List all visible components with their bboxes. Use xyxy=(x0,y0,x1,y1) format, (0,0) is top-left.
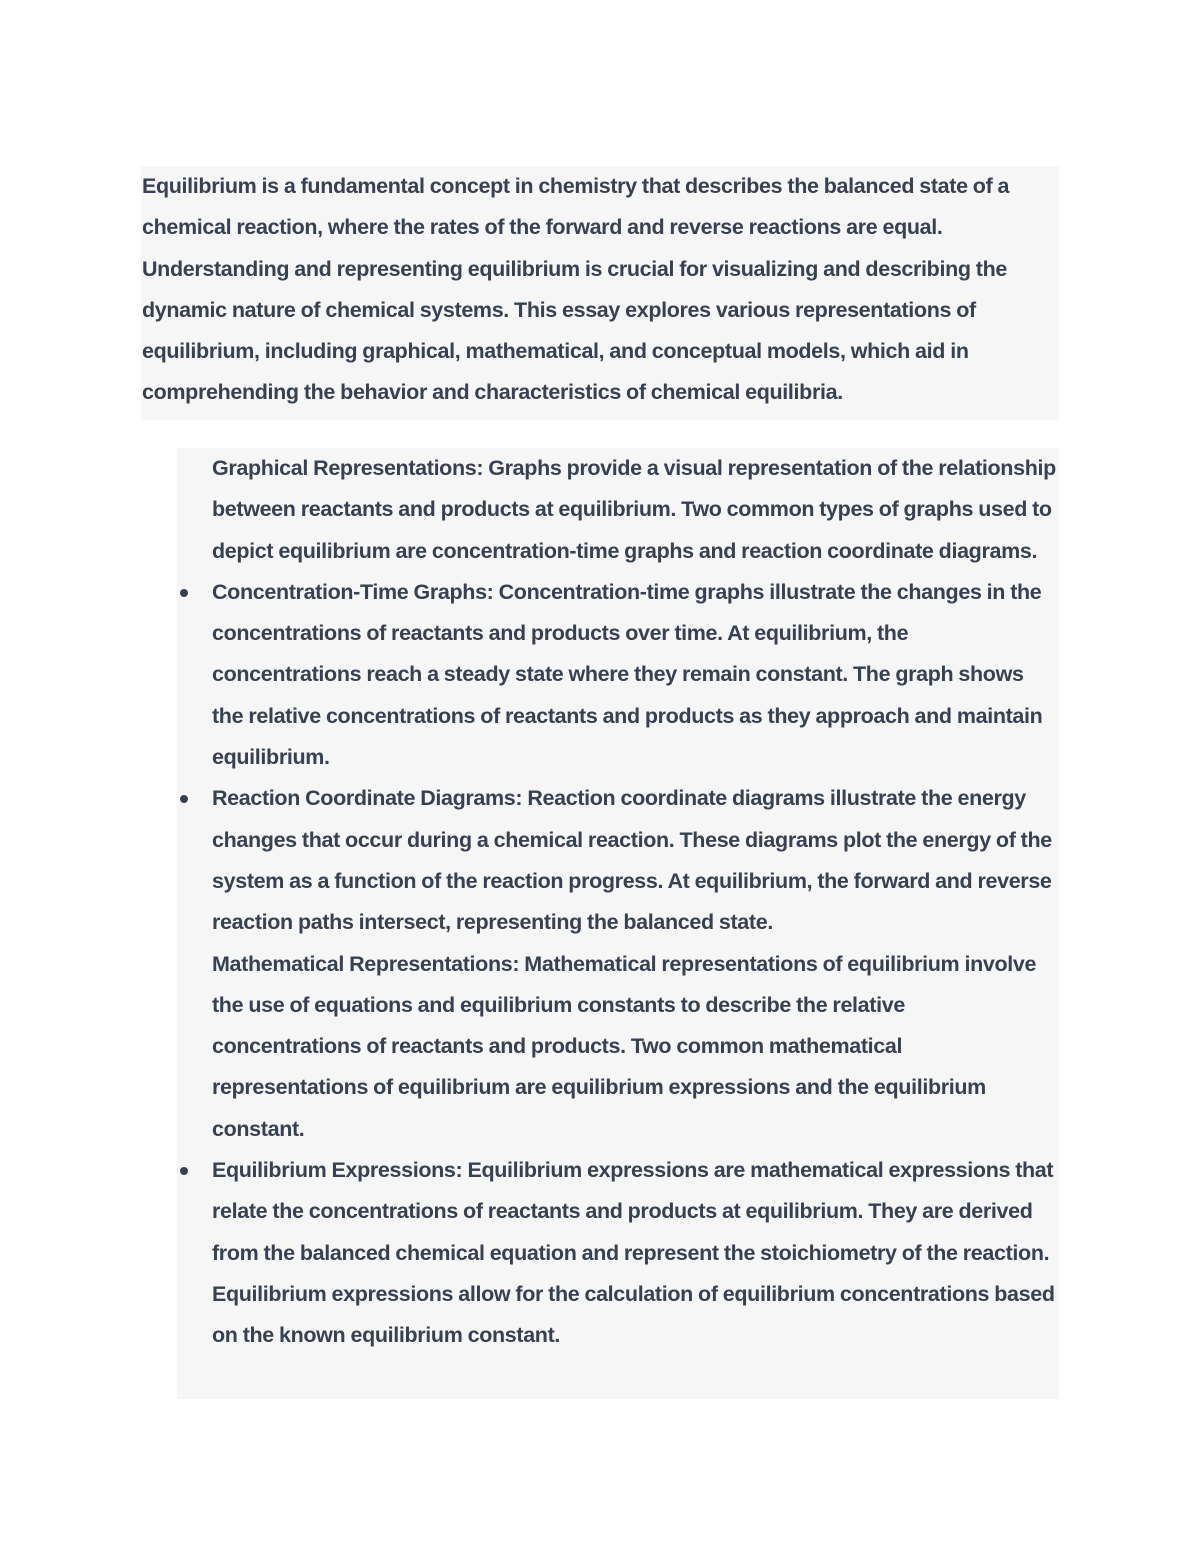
list-item-graphical-representations xyxy=(177,448,1059,572)
list-item-text: Mathematical Representations: Mathematical representations of equilibrium involve the use of equations and equilibrium constants to describe the relative concentrations of reactants and products. Two common mathematical representations of equilibrium are equilibrium expressions and the equilibrium constant. xyxy=(212,951,1037,1141)
bullet-icon xyxy=(180,589,188,597)
list-item-mathematical-representations xyxy=(177,944,1059,1150)
list-item-text: Graphical Representations: Graphs provide a visual representation of the relationship between reactants and products at equilibrium. Two common types of graphs used to depict equilibrium are concentration-time graphs and reaction coordinate diagrams. xyxy=(212,456,1056,563)
list-item-reaction-coordinate-diagrams xyxy=(177,778,1059,943)
list-item-equilibrium-expressions xyxy=(177,1150,1059,1356)
intro-paragraph: Equilibrium is a fundamental concept in chemistry that describes the balanced state of a chemical reaction, where the rates of the forward and reverse reactions are equal. Understanding and representing equilibrium is crucial for visualizing and describing the dynamic nature of chemical systems. This essay explores various representations of equilibrium, including graphical, mathematical, and conceptual models, which aid in comprehending the behavior and characteristics of chemical equilibria. xyxy=(142,174,1010,405)
intro-block xyxy=(141,166,1059,420)
list-item-text: Concentration-Time Graphs: Concentration-time graphs illustrate the changes in the concentrations of reactants and products over time. At equilibrium, the concentrations reach a steady state where they remain constant. The graph shows the relative concentrations of reactants and products as they approach and maintain equilibrium. xyxy=(212,579,1043,770)
bullet-icon xyxy=(180,1167,188,1175)
list-block xyxy=(177,448,1059,1399)
list-item-concentration-time-graphs xyxy=(177,572,1059,778)
list-item-text: Reaction Coordinate Diagrams: Reaction coordinate diagrams illustrate the energy changes that occur during a chemical reaction. These diagrams plot the energy of the system as a function of the reaction progress. At equilibrium, the forward and reverse reaction paths intersect, representing the balanced state. xyxy=(212,786,1052,935)
list-item-text: Equilibrium Expressions: Equilibrium expressions are mathematical expressions that relate the concentrations of reactants and products at equilibrium. They are derived from the balanced chemical equation and represent the stoichiometry of the reaction. Equilibrium expressions allow for the calculation of equilibrium concentrations based on the known equilibrium constant. xyxy=(212,1158,1055,1348)
representations-list xyxy=(177,448,1059,1357)
bullet-icon xyxy=(180,795,188,803)
